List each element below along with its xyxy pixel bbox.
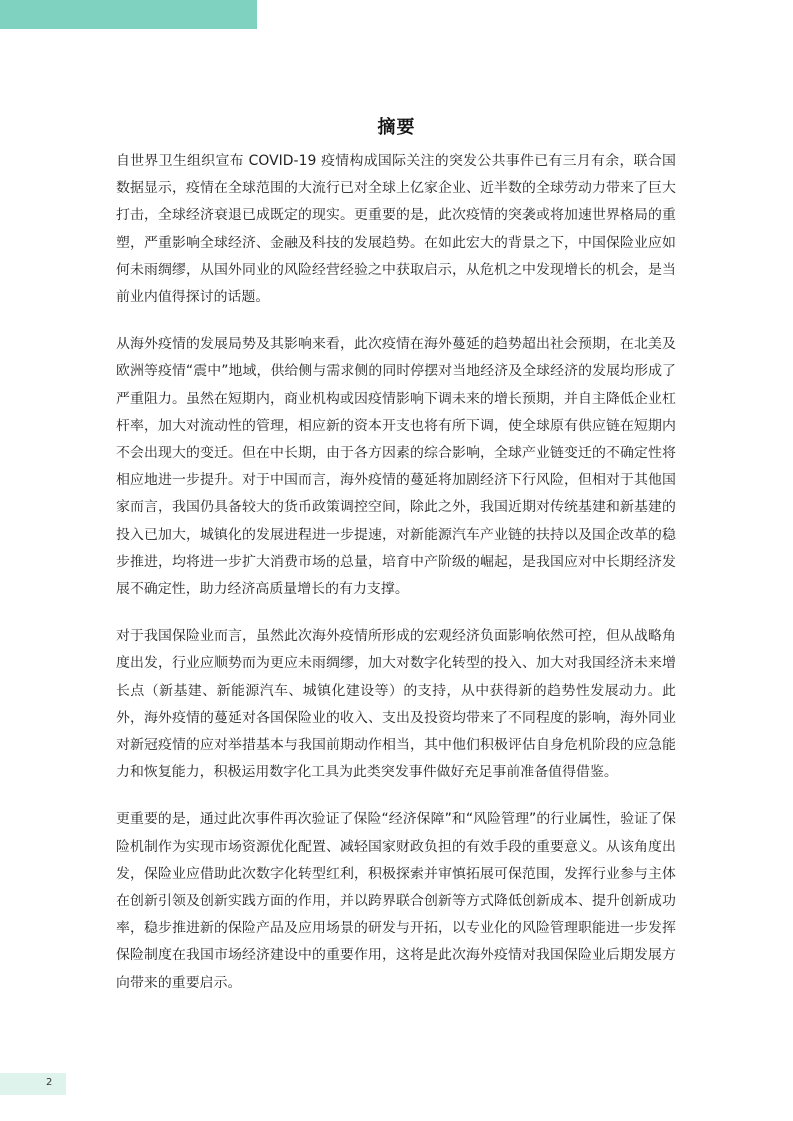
- abstract-body: [116, 148, 676, 1017]
- paragraph-3: 对于我国保险业而言，虽然此次海外疫情所形成的宏观经济负面影响依然可控，但从战略角度出发，行业应顺势而为更应未雨绸缪，加大对数字化转型的投入、加大对我国经济未来增长点（新基建、新能源汽车、城镇化建设等）的支持，从中获得新的趋势性发展动力。此外，海外疫情的蔓延对各国保险业的收入、支出及投资均带来了不同程度的影响，海外同业对新冠疫情的应对举措基本与我国前期动作相当，其中他们积极评估自身危机阶段的应急能力和恢复能力，积极运用数字化工具为此类突发事件做好充足事前准备值得借鉴。: [116, 628, 676, 781]
- page-number-tab: [0, 1073, 66, 1095]
- paragraph-1: 自世界卫生组织宣布 COVID-19 疫情构成国际关注的突发公共事件已有三月有余，联合国数据显示，疫情在全球范围的大流行已对全球上亿家企业、近半数的全球劳动力带来了巨大打击，全球经济衰退已成既定的现实。更重要的是，此次疫情的突袭或将加速世界格局的重塑，严重影响全球经济、金融及科技的发展趋势。在如此宏大的背景之下，中国保险业应如何未雨绸缪，从国外同业的风险经营经验之中获取启示，从危机之中发现增长的机会，是当前业内值得探讨的话题。: [116, 153, 676, 306]
- header-accent-bar: [0, 0, 257, 29]
- paragraph-2: 从海外疫情的发展局势及其影响来看，此次疫情在海外蔓延的趋势超出社会预期，在北美及欧洲等疫情“震中”地域，供给侧与需求侧的同时停摆对当地经济及全球经济的发展均形成了严重阻力。虽然在短期内，商业机构或因疫情影响下调未来的增长预期，并自主降低企业杠杆率，加大对流动性的管理，相应新的资本开支也将有所下调，使全球原有供应链在短期内不会出现大的变迁。但在中长期，由于各方因素的综合影响，全球产业链变迁的不确定性将相应地进一步提升。对于中国而言，海外疫情的蔓延将加剧经济下行风险，但相对于其他国家而言，我国仍具备较大的货币政策调控空间，除此之外，我国近期对传统基建和新基建的投入已加大，城镇化的发展进程进一步提速，对新能源汽车产业链的扶持以及国企改革的稳步推进，均将进一步扩大消费市场的总量，培育中产阶级的崛起，是我国应对中长期经济发展不确定性，助力经济高质量增长的有力支撑。: [116, 336, 676, 598]
- page-title: 摘要: [377, 117, 416, 138]
- paragraph-4: 更重要的是，通过此次事件再次验证了保险“经济保障”和“风险管理”的行业属性，验证了保险机制作为实现市场资源优化配置、减轻国家财政负担的有效手段的重要意义。从该角度出发，保险业应借助此次数字化转型红利，积极探索并审慎拓展可保范围，发挥行业参与主体在创新引领及创新实践方面的作用，并以跨界联合创新等方式降低创新成本、提升创新成功率，稳步推进新的保险产品及应用场景的研发与开拓，以专业化的风险管理职能进一步发挥保险制度在我国市场经济建设中的重要作用，这将是此次海外疫情对我国保险业后期发展方向带来的重要启示。: [116, 811, 676, 991]
- page-number: 2: [46, 1077, 53, 1088]
